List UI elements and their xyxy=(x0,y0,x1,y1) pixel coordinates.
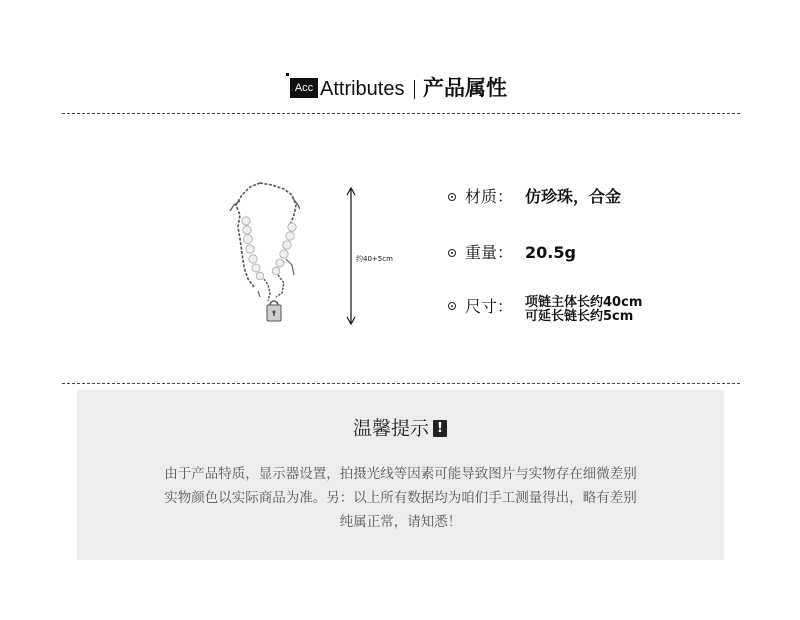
attribute-value: 仿珍珠，合金 xyxy=(525,187,622,206)
header-dot xyxy=(286,73,289,76)
exclamation-icon: ! xyxy=(433,420,447,437)
attribute-size xyxy=(448,296,642,324)
attribute-label: 材质： xyxy=(465,187,514,206)
attribute-material xyxy=(448,186,621,208)
notice-title xyxy=(0,415,800,442)
attribute-label: 尺寸： xyxy=(465,297,514,316)
dashed-divider-bottom xyxy=(62,383,740,384)
product-image xyxy=(220,175,300,335)
measurement-label: 约40+5cm xyxy=(356,255,393,263)
notice-line: 实物颜色以实际商品为准。另：以上所有数据均为咱们手工测量得出，略有差别 xyxy=(164,490,637,506)
attribute-value xyxy=(525,296,642,324)
header-separator xyxy=(414,80,415,99)
size-line-extension: 可延长链长约5cm xyxy=(525,309,634,324)
bullet-icon xyxy=(448,302,456,310)
attribute-label: 重量： xyxy=(465,243,514,262)
dashed-divider-top xyxy=(62,113,740,114)
bullet-icon xyxy=(448,193,456,201)
size-line-main: 项链主体长约40cm xyxy=(525,295,643,310)
header-title-en: Attributes xyxy=(320,78,405,100)
notice-line: 由于产品特质，显示器设置，拍摄光线等因素可能导致图片与实物存在细微差别 xyxy=(164,466,637,482)
attribute-weight xyxy=(448,242,576,264)
notice-body xyxy=(77,462,724,534)
header-badge: Acc xyxy=(290,78,318,98)
attribute-value: 20.5g xyxy=(525,243,576,262)
notice-title-text: 温馨提示 xyxy=(352,417,429,440)
bullet-icon xyxy=(448,249,456,257)
header-title-cn: 产品属性 xyxy=(423,76,507,100)
notice-line: 纯属正常，请知悉！ xyxy=(339,514,462,530)
